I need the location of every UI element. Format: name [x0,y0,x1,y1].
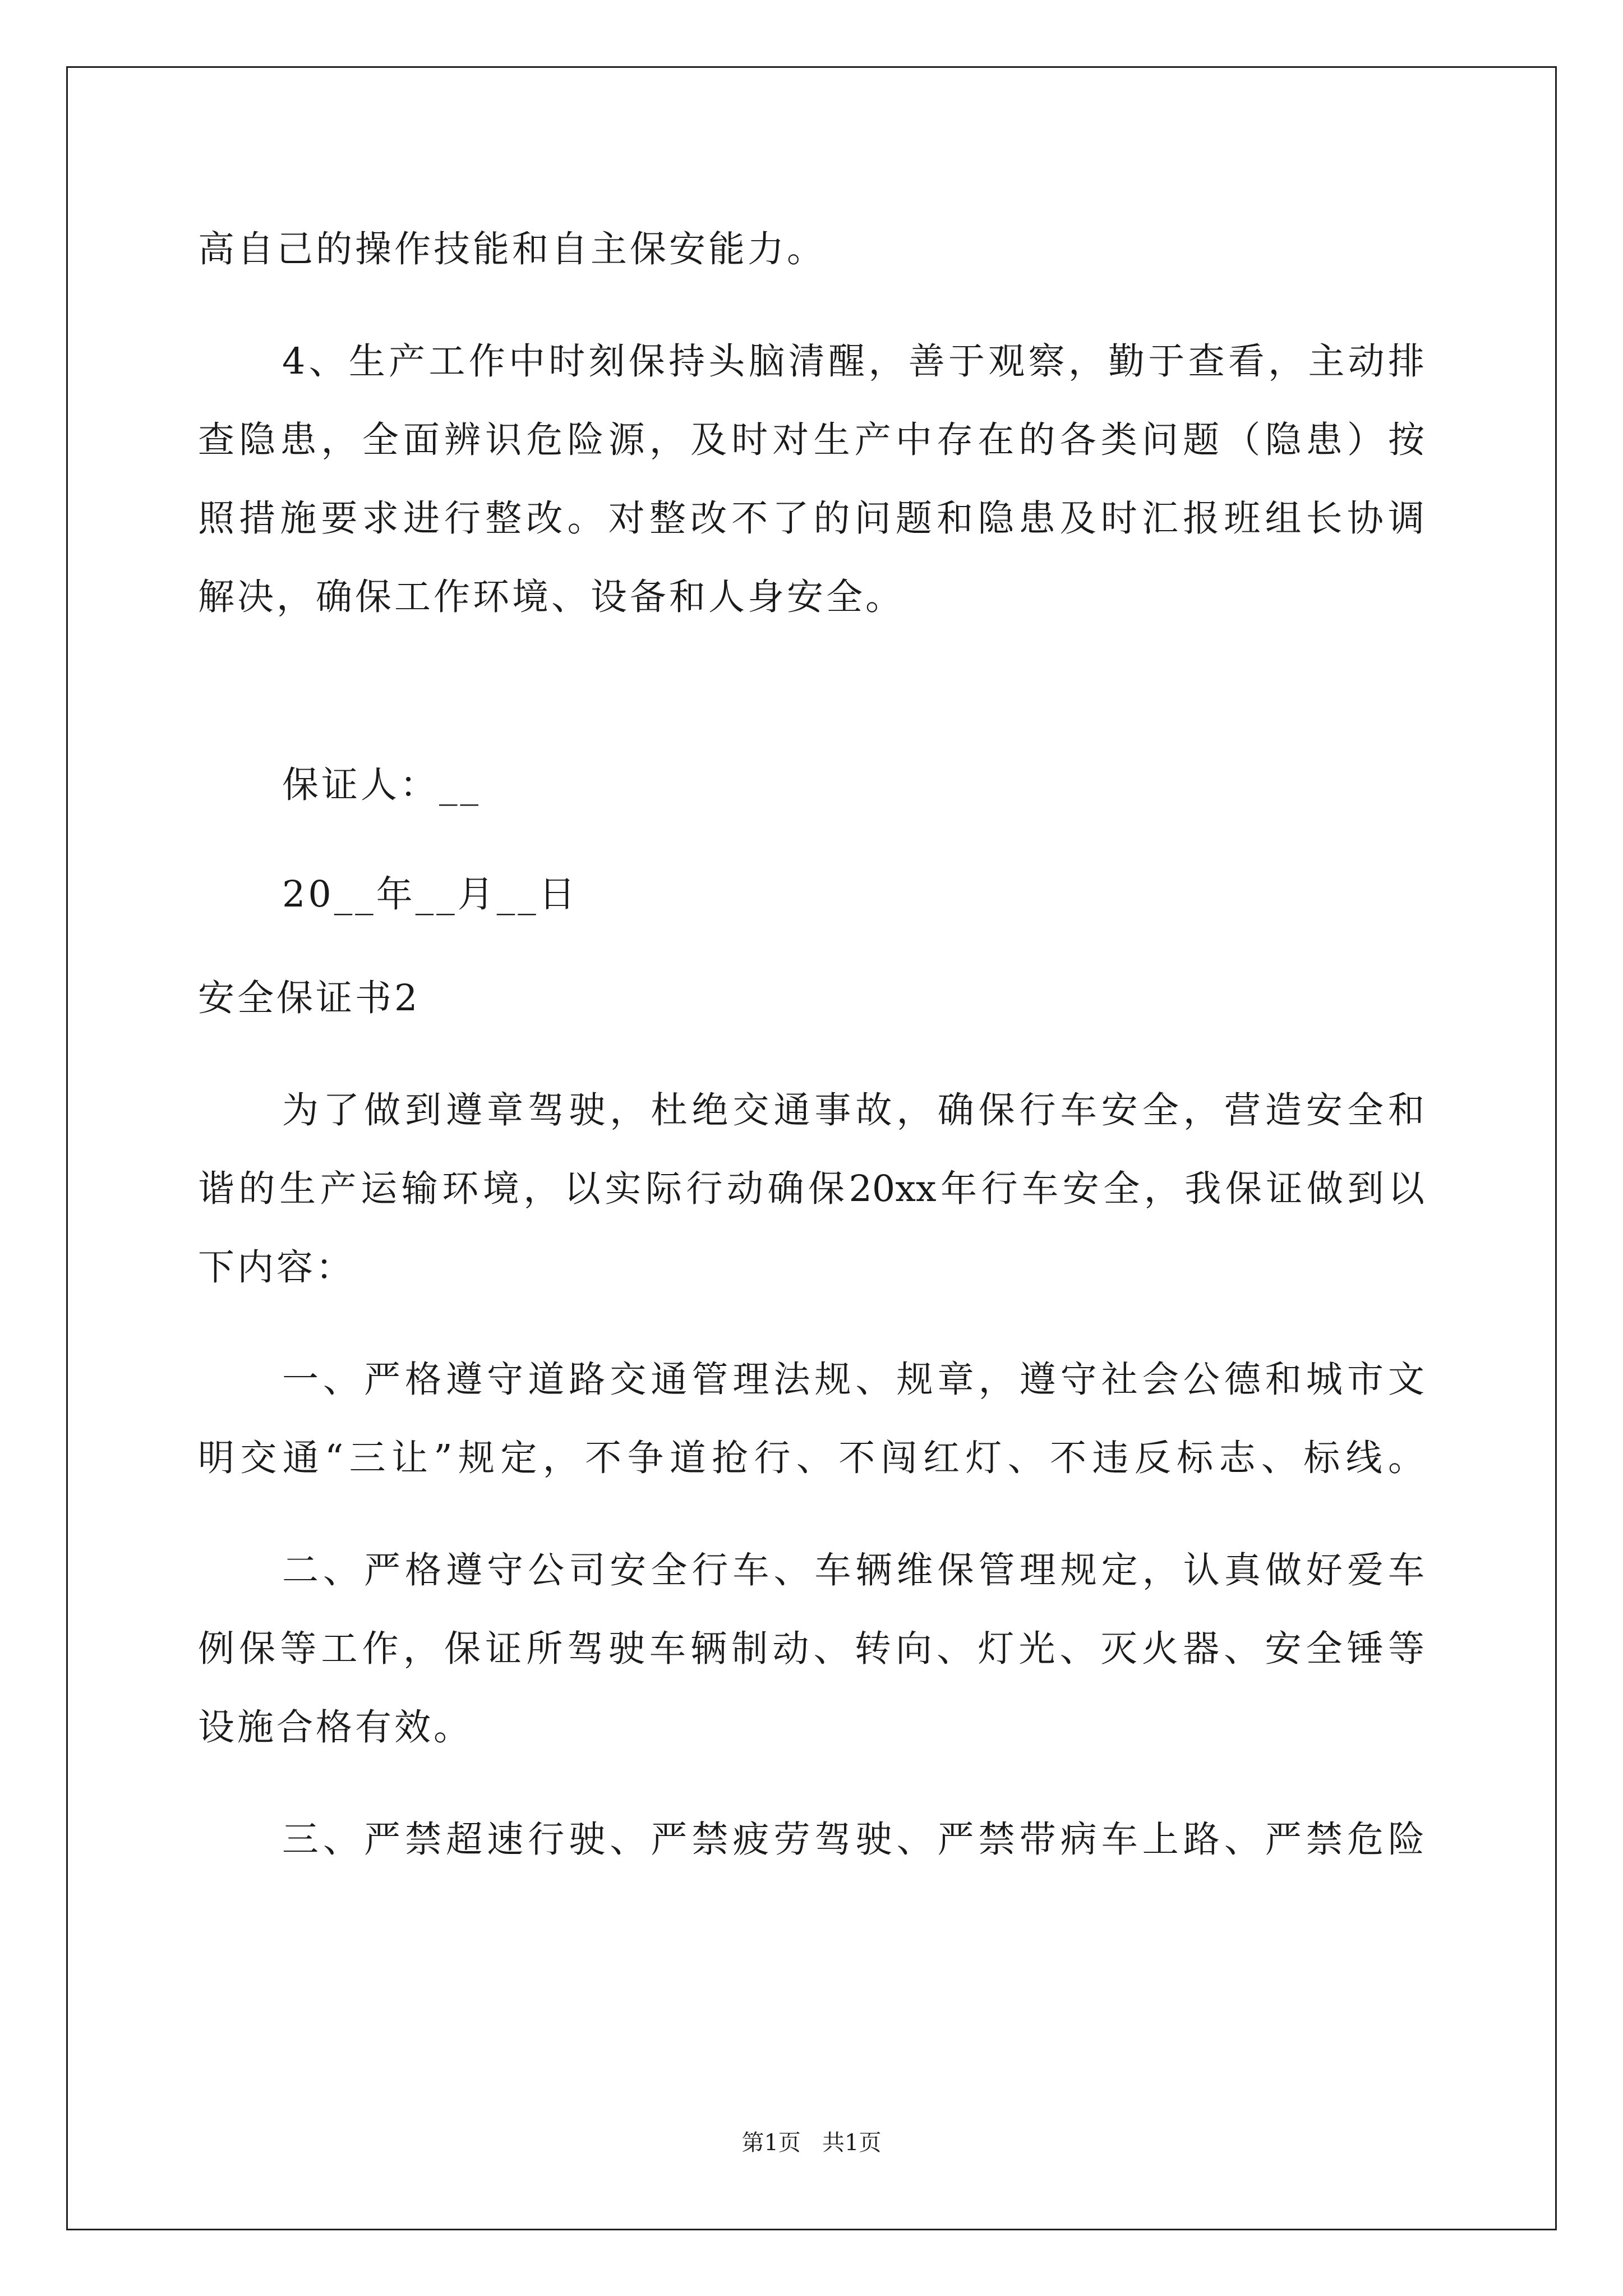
body-line: 一、严格遵守道路交通管理法规、规章，遵守社会公德和城市文 [282,1359,1424,1401]
body-line: 下内容： [198,1246,356,1289]
body-line: 谐的生产运输环境，以实际行动确保20xx年行车安全，我保证做到以 [198,1168,1424,1210]
body-line: 照措施要求进行整改。对整改不了的问题和隐患及时汇报班组长协调 [198,498,1424,540]
signature-line: 保证人：__ [282,764,482,806]
body-line: 设施合格有效。 [198,1706,473,1749]
section-title: 安全保证书2 [198,977,421,1019]
date-line: 20__年__月__日 [282,873,578,915]
body-line: 4、生产工作中时刻保持头脑清醒，善于观察，勤于查看，主动排 [282,341,1424,383]
body-line: 二、严格遵守公司安全行车、车辆维保管理规定，认真做好爱车 [282,1549,1424,1591]
body-line: 三、严禁超速行驶、严禁疲劳驾驶、严禁带病车上路、严禁危险 [282,1819,1424,1861]
body-line: 例保等工作，保证所驾驶车辆制动、转向、灯光、灭火器、安全锤等 [198,1628,1424,1670]
body-line: 为了做到遵章驾驶，杜绝交通事故，确保行车安全，营造安全和 [282,1089,1424,1131]
page-number-footer: 第1页 共1页 [741,2130,882,2156]
body-line: 高自己的操作技能和自主保安能力。 [198,228,827,270]
body-line: 查隐患，全面辨识危险源，及时对生产中存在的各类问题（隐患）按 [198,419,1424,461]
body-line: 解决，确保工作环境、设备和人身安全。 [198,576,905,618]
page-border [66,66,1557,2230]
body-line: 明交通“三让”规定，不争道抢行、不闯红灯、不违反标志、标线。 [198,1437,1424,1479]
